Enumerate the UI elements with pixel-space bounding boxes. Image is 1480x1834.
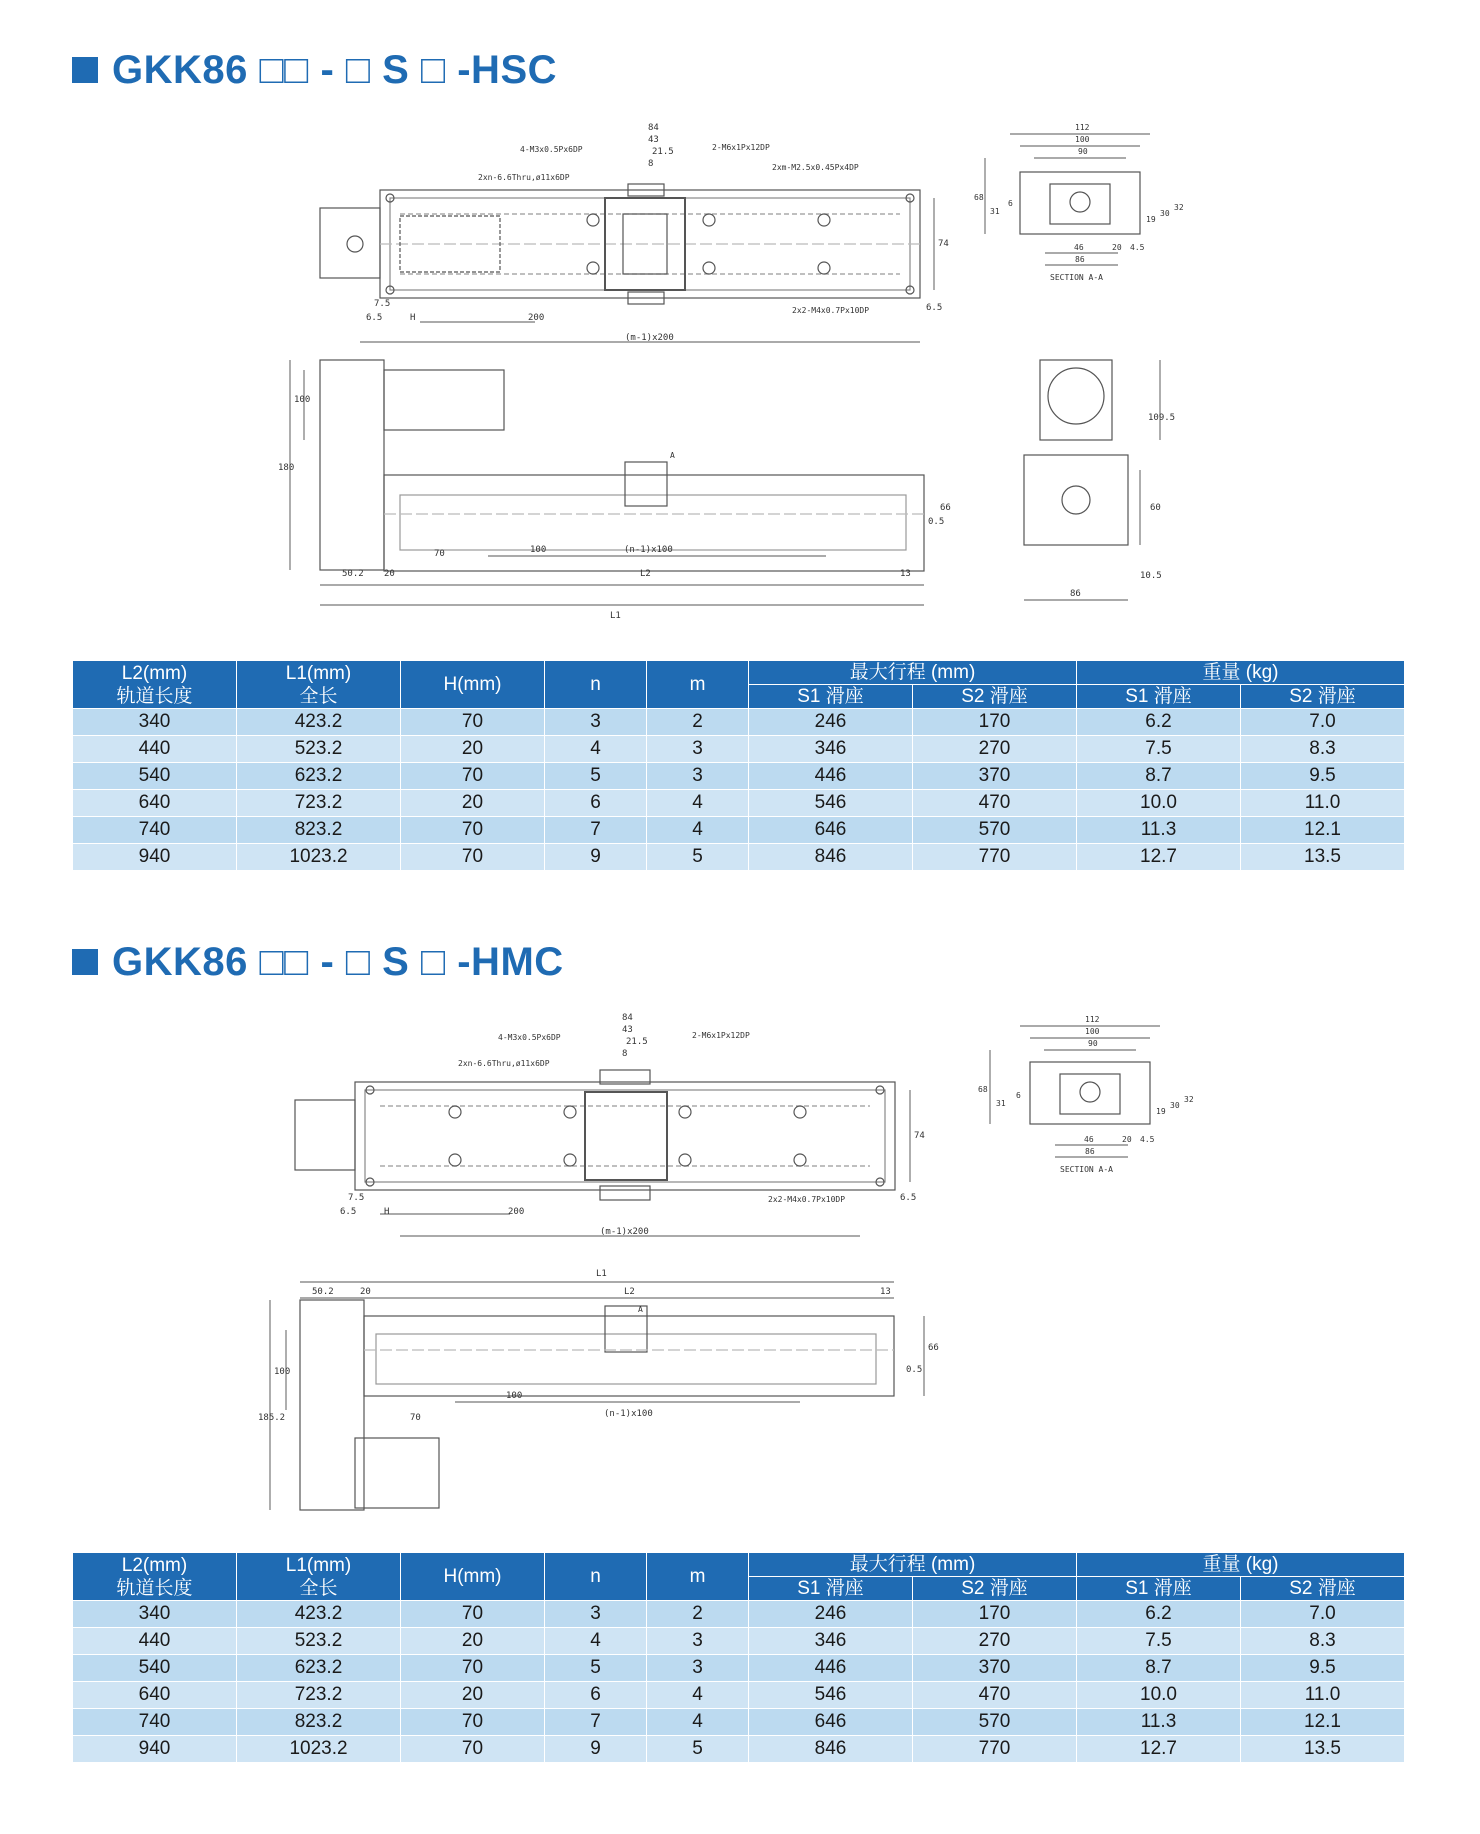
table-cell: 6 xyxy=(545,790,647,817)
dim-label: 19 xyxy=(1146,215,1156,224)
table-cell: 170 xyxy=(913,1601,1077,1628)
dim-label: 86 xyxy=(1085,1147,1095,1156)
table-cell: 11.3 xyxy=(1077,1709,1241,1736)
dim-label: 6 xyxy=(1008,199,1013,208)
dim-label: 66 xyxy=(940,503,951,513)
dim-label: A xyxy=(638,1305,643,1314)
table-cell: 8.3 xyxy=(1241,1628,1405,1655)
dim-label: 20 xyxy=(1122,1135,1132,1144)
table-cell: 3 xyxy=(647,736,749,763)
table-cell: 4 xyxy=(545,1628,647,1655)
dim-label: 20 xyxy=(1112,243,1122,252)
dim-label: 4-M3x0.5Px6DP xyxy=(520,145,583,154)
dim-label: 100 xyxy=(506,1391,523,1401)
table-cell: 940 xyxy=(73,844,237,871)
dim-label: 68 xyxy=(978,1085,988,1094)
table-cell: 8.7 xyxy=(1077,763,1241,790)
dim-label: 6.5 xyxy=(366,313,383,323)
table-cell: 540 xyxy=(73,763,237,790)
col-header-l1: L1(mm) 全长 xyxy=(237,661,401,709)
table-cell: 7 xyxy=(545,817,647,844)
table-cell: 12.7 xyxy=(1077,1736,1241,1763)
table-cell: 623.2 xyxy=(237,763,401,790)
dim-label: 109.5 xyxy=(1148,413,1176,423)
table-cell: 546 xyxy=(749,790,913,817)
table-cell: 440 xyxy=(73,1628,237,1655)
dim-label: 100 xyxy=(1085,1027,1100,1036)
col-header-n: n xyxy=(545,661,647,709)
table-cell: 423.2 xyxy=(237,1601,401,1628)
dim-label: 46 xyxy=(1074,243,1084,252)
dim-label: 8 xyxy=(648,159,654,169)
table-cell: 723.2 xyxy=(237,1682,401,1709)
dim-label: L2 xyxy=(624,1287,635,1297)
table-cell: 340 xyxy=(73,1601,237,1628)
table-cell: 9 xyxy=(545,844,647,871)
table-cell: 70 xyxy=(401,817,545,844)
subheader-s1: S1 滑座 xyxy=(1077,1577,1241,1601)
table-row xyxy=(73,817,1405,844)
title-square-icon xyxy=(72,57,98,83)
table-cell: 340 xyxy=(73,709,237,736)
spec-table-hsc xyxy=(72,660,1405,871)
dim-label: 60 xyxy=(1150,503,1161,513)
table-cell: 9 xyxy=(545,1736,647,1763)
dim-label: 0.5 xyxy=(906,1365,923,1375)
table-row xyxy=(73,1601,1405,1628)
dim-label: 2x2-M4x0.7Px10DP xyxy=(792,306,870,315)
dim-label: (m-1)x200 xyxy=(625,333,674,343)
col-header-weight: 重量 (kg) xyxy=(1077,1553,1405,1577)
title-square-icon xyxy=(72,949,98,975)
dim-label: 2-M6x1Px12DP xyxy=(712,143,770,152)
dim-label: 74 xyxy=(914,1131,925,1141)
subheader-s1: S1 滑座 xyxy=(1077,685,1241,709)
table-cell: 11.0 xyxy=(1241,790,1405,817)
table-cell: 3 xyxy=(647,763,749,790)
table-cell: 346 xyxy=(749,736,913,763)
table-cell: 6.2 xyxy=(1077,709,1241,736)
col-header-n: n xyxy=(545,1553,647,1601)
dim-label: (n-1)x100 xyxy=(604,1409,653,1419)
table-cell: 7.0 xyxy=(1241,1601,1405,1628)
table-cell: 846 xyxy=(749,844,913,871)
subheader-s2: S2 滑座 xyxy=(1241,1577,1405,1601)
col-header-h: H(mm) xyxy=(401,1553,545,1601)
title-text: GKK86 □□ - □ S □ -HSC xyxy=(112,47,558,92)
dim-label: 100 xyxy=(530,545,547,555)
title-text: GKK86 □□ - □ S □ -HMC xyxy=(112,939,564,984)
dim-label: 30 xyxy=(1160,209,1170,218)
dim-label: SECTION A-A xyxy=(1050,273,1103,282)
table-cell: 4 xyxy=(647,1682,749,1709)
dim-label: 6.5 xyxy=(900,1193,917,1203)
dim-label: 46 xyxy=(1084,1135,1094,1144)
dim-label: 90 xyxy=(1078,147,1088,156)
technical-drawing-hsc xyxy=(0,110,1480,640)
dim-label: L1 xyxy=(610,611,621,621)
table-cell: 12.7 xyxy=(1077,844,1241,871)
dim-label: 2xn-6.6Thru,ø11x6DP xyxy=(478,173,570,182)
table-cell: 3 xyxy=(545,1601,647,1628)
table-cell: 7 xyxy=(545,1709,647,1736)
col-header-h: H(mm) xyxy=(401,661,545,709)
dim-label: 7.5 xyxy=(348,1193,365,1203)
dim-label: 0.5 xyxy=(928,517,945,527)
dim-label: 30 xyxy=(1170,1101,1180,1110)
dim-label: A xyxy=(670,451,675,460)
dim-label: (m-1)x200 xyxy=(600,1227,649,1237)
table-cell: 570 xyxy=(913,1709,1077,1736)
col-header-weight: 重量 (kg) xyxy=(1077,661,1405,685)
table-row xyxy=(73,709,1405,736)
table-row xyxy=(73,763,1405,790)
dim-label: 84 xyxy=(648,123,659,133)
table-row xyxy=(73,1628,1405,1655)
technical-drawing-hmc xyxy=(0,1000,1480,1530)
dim-label: 13 xyxy=(880,1287,891,1297)
table-cell: 70 xyxy=(401,1736,545,1763)
dim-label: SECTION A-A xyxy=(1060,1165,1113,1174)
table-cell: 523.2 xyxy=(237,1628,401,1655)
dim-label: 70 xyxy=(434,549,445,559)
table-cell: 70 xyxy=(401,1655,545,1682)
dim-label: 4.5 xyxy=(1130,243,1145,252)
table-cell: 470 xyxy=(913,790,1077,817)
table-cell: 640 xyxy=(73,790,237,817)
table-cell: 70 xyxy=(401,709,545,736)
dim-label: 10.5 xyxy=(1140,571,1162,581)
dim-label: 112 xyxy=(1075,123,1090,132)
table-cell: 770 xyxy=(913,1736,1077,1763)
dim-label: 50.2 xyxy=(312,1287,334,1297)
col-header-m: m xyxy=(647,661,749,709)
spec-table-hmc xyxy=(72,1552,1405,1763)
table-row xyxy=(73,844,1405,871)
table-row xyxy=(73,1655,1405,1682)
table-cell: 370 xyxy=(913,1655,1077,1682)
table-cell: 70 xyxy=(401,1709,545,1736)
section-title-hsc xyxy=(72,46,557,94)
table-cell: 4 xyxy=(647,790,749,817)
table-cell: 246 xyxy=(749,1601,913,1628)
dim-label: 50.2 xyxy=(342,569,364,579)
table-cell: 7.5 xyxy=(1077,1628,1241,1655)
dim-label: L1 xyxy=(596,1269,607,1279)
table-cell: 8.7 xyxy=(1077,1655,1241,1682)
dim-label: 100 xyxy=(1075,135,1090,144)
dim-label: 86 xyxy=(1075,255,1085,264)
dim-label: (n-1)x100 xyxy=(624,545,673,555)
dim-label: 4.5 xyxy=(1140,1135,1155,1144)
table-cell: 4 xyxy=(545,736,647,763)
dim-label: 13 xyxy=(900,569,911,579)
dim-label: 8 xyxy=(622,1049,628,1059)
table-cell: 2 xyxy=(647,709,749,736)
table-cell: 940 xyxy=(73,1736,237,1763)
table-cell: 20 xyxy=(401,790,545,817)
table-cell: 440 xyxy=(73,736,237,763)
dim-label: 200 xyxy=(508,1207,525,1217)
table-cell: 70 xyxy=(401,844,545,871)
table-cell: 646 xyxy=(749,1709,913,1736)
table-cell: 623.2 xyxy=(237,1655,401,1682)
table-cell: 246 xyxy=(749,709,913,736)
dim-label: 19 xyxy=(1156,1107,1166,1116)
table-cell: 4 xyxy=(647,817,749,844)
table-cell: 846 xyxy=(749,1736,913,1763)
subheader-s1: S1 滑座 xyxy=(749,685,913,709)
table-cell: 446 xyxy=(749,1655,913,1682)
table-cell: 9.5 xyxy=(1241,1655,1405,1682)
dim-label: 32 xyxy=(1184,1095,1194,1104)
dim-label: 68 xyxy=(974,193,984,202)
table-cell: 20 xyxy=(401,1628,545,1655)
col-header-l2: L2(mm) 轨道长度 xyxy=(73,1553,237,1601)
table-cell: 270 xyxy=(913,1628,1077,1655)
dim-label: 66 xyxy=(928,1343,939,1353)
col-header-m: m xyxy=(647,1553,749,1601)
table-cell: 13.5 xyxy=(1241,1736,1405,1763)
table-cell: 1023.2 xyxy=(237,1736,401,1763)
table-cell: 5 xyxy=(647,1736,749,1763)
dim-label: 31 xyxy=(996,1099,1006,1108)
dim-label: 6.5 xyxy=(926,303,943,313)
dim-label: 2xm-M2.5x0.45Px4DP xyxy=(772,163,859,172)
table-cell: 2 xyxy=(647,1601,749,1628)
table-cell: 8.3 xyxy=(1241,736,1405,763)
table-cell: 546 xyxy=(749,1682,913,1709)
table-cell: 4 xyxy=(647,1709,749,1736)
table-cell: 11.0 xyxy=(1241,1682,1405,1709)
dim-label: H xyxy=(410,313,416,323)
table-cell: 446 xyxy=(749,763,913,790)
table-cell: 3 xyxy=(647,1628,749,1655)
table-cell: 823.2 xyxy=(237,1709,401,1736)
table-cell: 6.2 xyxy=(1077,1601,1241,1628)
table-cell: 740 xyxy=(73,1709,237,1736)
table-cell: 5 xyxy=(545,1655,647,1682)
table-cell: 9.5 xyxy=(1241,763,1405,790)
table-cell: 20 xyxy=(401,736,545,763)
table-cell: 740 xyxy=(73,817,237,844)
dim-label: 100 xyxy=(274,1367,291,1377)
dim-label: L2 xyxy=(640,569,651,579)
table-cell: 3 xyxy=(647,1655,749,1682)
table-cell: 13.5 xyxy=(1241,844,1405,871)
table-row xyxy=(73,1682,1405,1709)
table-cell: 770 xyxy=(913,844,1077,871)
dim-label: 90 xyxy=(1088,1039,1098,1048)
subheader-s2: S2 滑座 xyxy=(1241,685,1405,709)
table-cell: 370 xyxy=(913,763,1077,790)
dim-label: 20 xyxy=(384,569,395,579)
dim-label: 43 xyxy=(648,135,659,145)
table-cell: 3 xyxy=(545,709,647,736)
table-cell: 723.2 xyxy=(237,790,401,817)
table-cell: 7.0 xyxy=(1241,709,1405,736)
table-cell: 823.2 xyxy=(237,817,401,844)
table-cell: 423.2 xyxy=(237,709,401,736)
dim-label: 70 xyxy=(410,1413,421,1423)
dim-label: 31 xyxy=(990,207,1000,216)
dim-label: 2xn-6.6Thru,ø11x6DP xyxy=(458,1059,550,1068)
table-cell: 12.1 xyxy=(1241,1709,1405,1736)
col-header-l1: L1(mm) 全长 xyxy=(237,1553,401,1601)
dim-label: 2-M6x1Px12DP xyxy=(692,1031,750,1040)
dim-label: 200 xyxy=(528,313,545,323)
dim-label: 7.5 xyxy=(374,299,391,309)
table-cell: 170 xyxy=(913,709,1077,736)
table-row xyxy=(73,790,1405,817)
table-cell: 570 xyxy=(913,817,1077,844)
dim-label: 86 xyxy=(1070,589,1081,599)
dim-label: 185.2 xyxy=(258,1413,286,1423)
dim-label: 74 xyxy=(938,239,949,249)
dim-label: 112 xyxy=(1085,1015,1100,1024)
table-cell: 346 xyxy=(749,1628,913,1655)
col-header-max-stroke: 最大行程 (mm) xyxy=(749,1553,1077,1577)
dim-label: 180 xyxy=(278,463,295,473)
table-row xyxy=(73,1736,1405,1763)
table-cell: 12.1 xyxy=(1241,817,1405,844)
table-cell: 1023.2 xyxy=(237,844,401,871)
end-view xyxy=(1024,360,1160,600)
side-view xyxy=(270,1282,924,1510)
table-cell: 640 xyxy=(73,1682,237,1709)
table-row xyxy=(73,1709,1405,1736)
table-cell: 10.0 xyxy=(1077,1682,1241,1709)
dim-label: 6 xyxy=(1016,1091,1021,1100)
col-header-max-stroke: 最大行程 (mm) xyxy=(749,661,1077,685)
dim-label: 21.5 xyxy=(652,147,674,157)
table-cell: 270 xyxy=(913,736,1077,763)
subheader-s1: S1 滑座 xyxy=(749,1577,913,1601)
table-cell: 20 xyxy=(401,1682,545,1709)
table-cell: 5 xyxy=(647,844,749,871)
table-row xyxy=(73,736,1405,763)
dim-label: 4-M3x0.5Px6DP xyxy=(498,1033,561,1042)
table-cell: 70 xyxy=(401,1601,545,1628)
dim-label: 21.5 xyxy=(626,1037,648,1047)
table-cell: 540 xyxy=(73,1655,237,1682)
dim-label: 32 xyxy=(1174,203,1184,212)
dim-label: 43 xyxy=(622,1025,633,1035)
dim-label: 100 xyxy=(294,395,311,405)
table-cell: 70 xyxy=(401,763,545,790)
subheader-s2: S2 滑座 xyxy=(913,1577,1077,1601)
section-title-hmc xyxy=(72,938,564,986)
table-cell: 11.3 xyxy=(1077,817,1241,844)
dim-label: 2x2-M4x0.7Px10DP xyxy=(768,1195,846,1204)
table-cell: 646 xyxy=(749,817,913,844)
table-cell: 10.0 xyxy=(1077,790,1241,817)
dim-label: 20 xyxy=(360,1287,371,1297)
table-cell: 5 xyxy=(545,763,647,790)
table-cell: 523.2 xyxy=(237,736,401,763)
col-header-l2: L2(mm) 轨道长度 xyxy=(73,661,237,709)
table-cell: 470 xyxy=(913,1682,1077,1709)
table-cell: 7.5 xyxy=(1077,736,1241,763)
dim-label: 6.5 xyxy=(340,1207,357,1217)
table-cell: 6 xyxy=(545,1682,647,1709)
dim-label: 84 xyxy=(622,1013,633,1023)
subheader-s2: S2 滑座 xyxy=(913,685,1077,709)
dim-label: H xyxy=(384,1207,390,1217)
